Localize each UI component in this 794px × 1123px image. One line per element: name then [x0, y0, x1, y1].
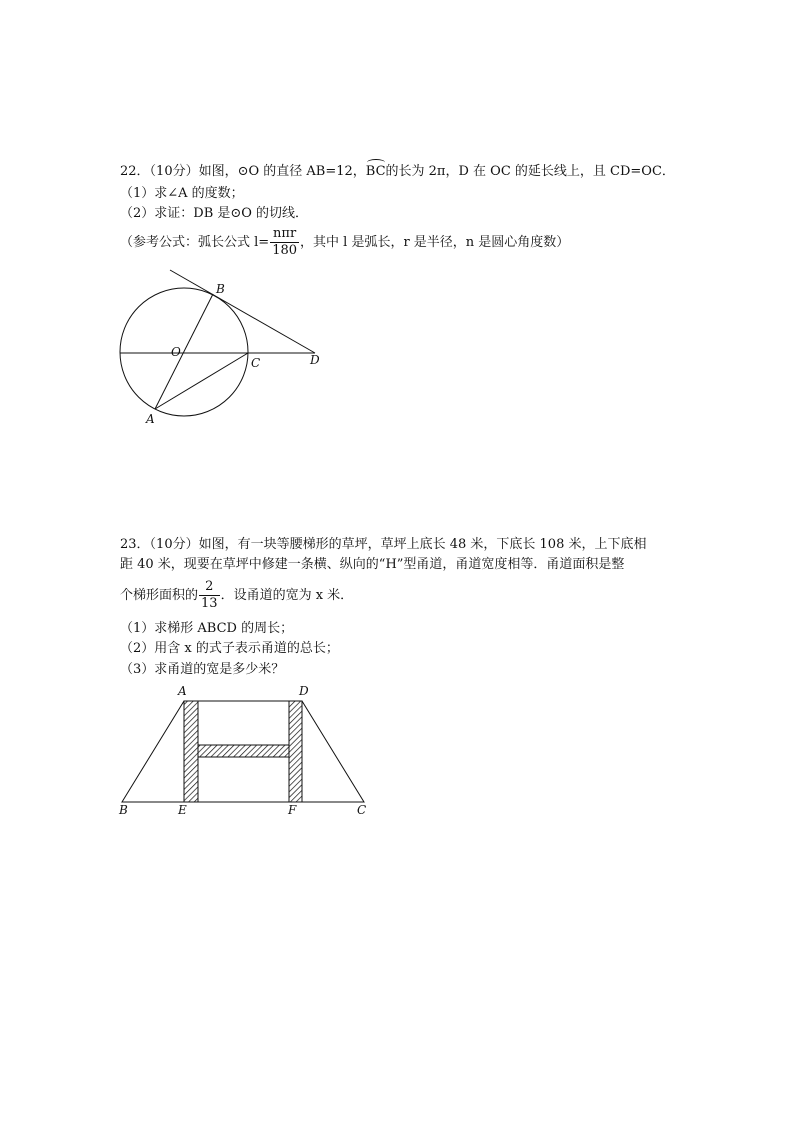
label-a: A — [146, 412, 155, 426]
vertical-path-right — [289, 701, 302, 802]
q23-line2: 距 40 米，现要在草坪中修建一条横、纵向的“H”型甬道，甬道宽度相等．甬道面积是整 — [120, 557, 625, 572]
label-o: O — [171, 345, 181, 359]
q22-formula-numerator: nπr — [273, 226, 297, 241]
q22-part2: （2）求证：DB 是⊙O 的切线． — [120, 206, 309, 221]
q23-part1: （1）求梯形 ABCD 的周长； — [120, 621, 294, 636]
label-b: B — [216, 282, 225, 296]
q23-part2: （2）用含 x 的式子表示甬道的总长； — [120, 641, 339, 656]
horizontal-path — [198, 745, 289, 757]
q22-ref-pre: （参考公式：弧长公式 l= — [120, 235, 270, 250]
label-d: D — [310, 353, 320, 367]
vertical-path-left — [184, 701, 198, 802]
label-c: C — [251, 356, 261, 370]
label-a: A — [178, 684, 187, 698]
q22-header-cont: 的长为 2π，D 在 OC 的延长线上，且 CD=OC． — [385, 164, 675, 179]
q23-fraction-numerator: 2 — [205, 579, 214, 594]
q23-fraction-denominator: 13 — [201, 596, 218, 611]
q22-part1: （1）求∠A 的度数； — [120, 186, 244, 201]
label-c: C — [357, 803, 367, 817]
q23-line3-post: ．设甬道的宽为 x 米． — [220, 588, 354, 603]
q23-part3: （3）求甬道的宽是多少米？ — [120, 662, 285, 677]
q23-line3-pre: 个梯形面积的 — [120, 588, 199, 603]
q23-line1: 23．（10分）如图，有一块等腰梯形的草坪，草坪上底长 48 米，下底长 108 米，上下底相 — [120, 537, 647, 552]
label-e: E — [178, 803, 187, 817]
q22-ref-post: ，其中 l 是弧长，r 是半径，n 是圆心角度数） — [300, 235, 570, 250]
q22-formula-denominator: 180 — [272, 243, 298, 258]
q22-header-text: 22．（10分）如图，⊙O 的直径 AB=12， — [120, 164, 366, 179]
label-d: D — [299, 684, 309, 698]
label-f: F — [288, 803, 297, 817]
label-b: B — [119, 803, 128, 817]
q22-arc-bc: BC — [365, 164, 386, 179]
